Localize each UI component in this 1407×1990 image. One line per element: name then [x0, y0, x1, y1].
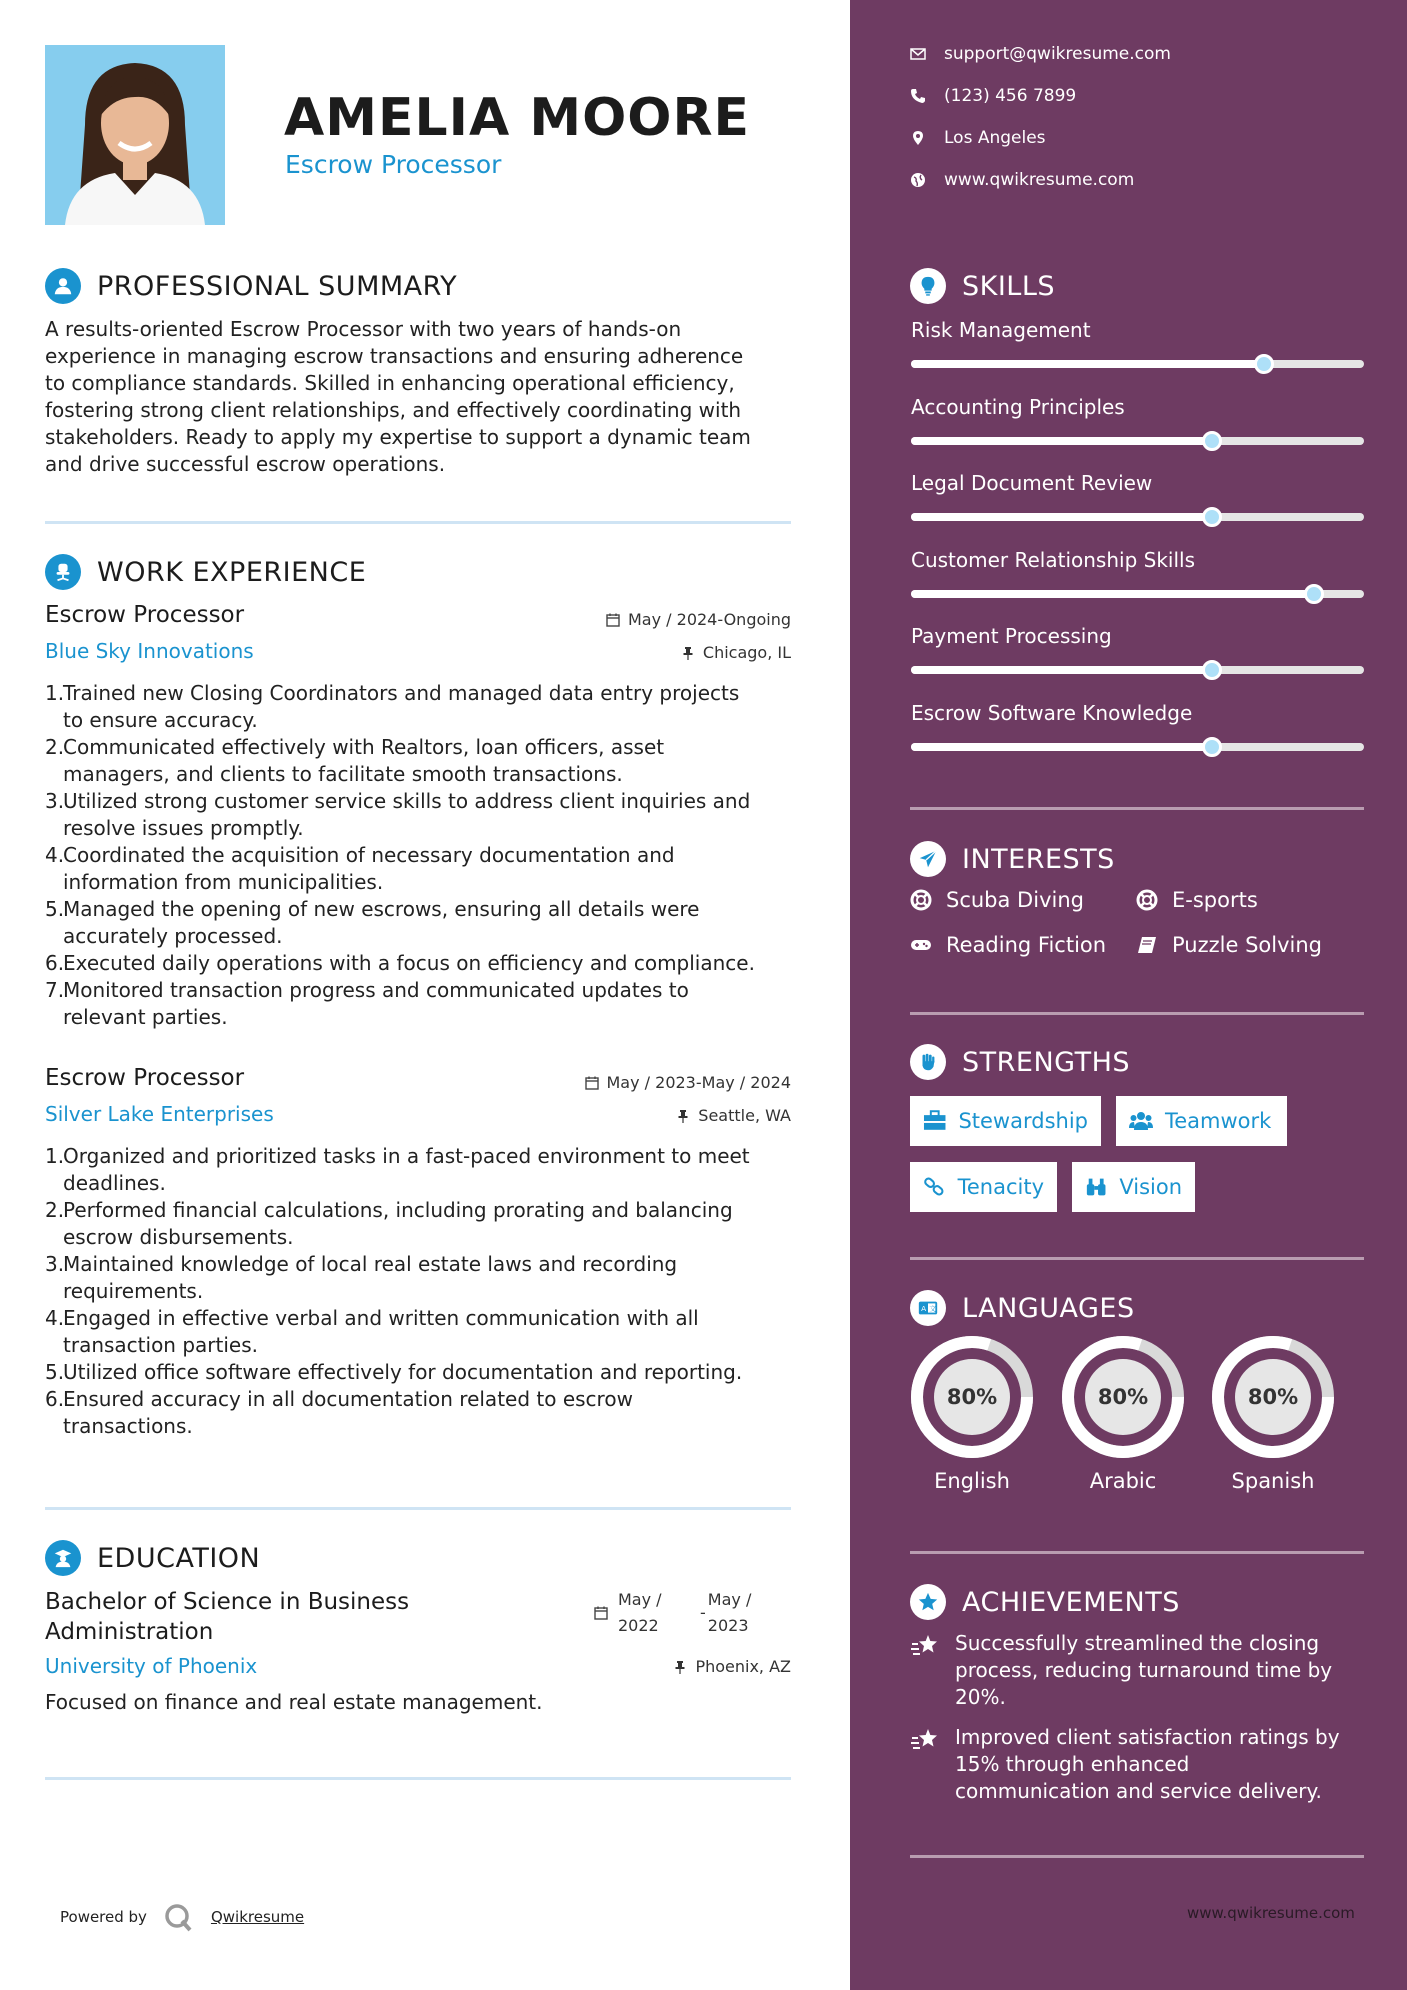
skill-label: Customer Relationship Skills — [911, 547, 1196, 572]
languages-title: LANGUAGES — [962, 1292, 1135, 1324]
list-item: 2. Performed financial calculations, including prorating and balancing — [45, 1198, 733, 1222]
section-divider — [910, 1257, 1364, 1260]
skill-label: Risk Management — [911, 318, 1091, 342]
list-item: managers, and clients to facilitate smooth transactions. — [63, 762, 623, 786]
language-item — [1211, 1335, 1335, 1493]
interest-item: Reading Fiction — [910, 933, 1106, 957]
education-description: Focused on finance and real estate management. — [45, 1690, 543, 1714]
calendar-icon — [585, 1076, 599, 1090]
skill-label: Accounting Principles — [911, 394, 1125, 419]
briefcase-icon — [923, 1110, 946, 1132]
paper-plane-icon — [910, 841, 946, 877]
interests-heading — [910, 841, 1115, 877]
profile-photo — [45, 45, 225, 225]
school-name: University of Phoenix — [45, 1654, 258, 1678]
powered-by-label: Powered by — [60, 1908, 147, 1926]
sidebar — [850, 0, 1407, 1990]
achievement-item — [910, 1724, 1365, 1805]
section-divider — [910, 807, 1364, 810]
list-item: 1. Trained new Closing Coordinators and managed data entry projects — [45, 681, 740, 705]
calendar-icon — [606, 613, 620, 627]
strengths-title: STRENGTHS — [962, 1046, 1131, 1078]
skill-level-fill — [911, 513, 1212, 521]
section-divider — [45, 1507, 791, 1510]
job-location-text: Chicago, IL — [702, 643, 791, 662]
binoculars-icon — [1085, 1176, 1107, 1198]
section-divider — [910, 1551, 1364, 1554]
svg-text:A: A — [921, 1304, 927, 1314]
list-item: 4. Engaged in effective verbal and written communication with all — [45, 1306, 699, 1330]
footer-website[interactable]: www.qwikresume.com — [1187, 1904, 1355, 1922]
map-marker-icon — [910, 130, 926, 146]
skill-label: Payment Processing — [911, 624, 1112, 648]
contact-location: Los Angeles — [910, 128, 1046, 148]
section-divider — [910, 1855, 1364, 1858]
summary-line: fostering strong client relationships, and effectively coordinating with — [45, 398, 742, 422]
globe-icon — [910, 172, 926, 188]
skill-level-knob — [1254, 354, 1274, 374]
skill-level-knob — [1304, 584, 1324, 604]
summary-title: PROFESSIONAL SUMMARY — [97, 270, 458, 302]
job-title: Escrow Processor — [45, 1065, 245, 1091]
list-item: information from municipalities. — [63, 870, 384, 894]
skill-level-fill — [911, 743, 1212, 751]
language-name: Arabic — [1089, 1469, 1157, 1493]
job-dates-text: May / 2024-Ongoing — [628, 610, 791, 629]
pin-icon — [681, 646, 695, 660]
gamepad-icon — [910, 934, 932, 956]
contact-phone[interactable]: (123) 456 7899 — [910, 86, 1076, 106]
achievements-heading — [910, 1584, 1180, 1620]
section-divider — [45, 1777, 791, 1780]
summary-line: stakeholders. Ready to apply my expertise to support a dynamic team — [45, 425, 751, 449]
skills-title: SKILLS — [962, 270, 1056, 302]
office-chair-icon — [45, 554, 81, 590]
skill-level-bar — [911, 590, 1364, 598]
skill-level-bar — [911, 513, 1364, 521]
envelope-icon — [910, 46, 926, 62]
skill-level-fill — [911, 666, 1212, 674]
list-item: 3. Maintained knowledge of local real estate laws and recording — [45, 1252, 678, 1276]
job-location — [676, 1106, 791, 1125]
summary-text — [45, 316, 795, 478]
experience-heading — [45, 554, 366, 590]
skill-level-bar — [911, 743, 1364, 751]
qwikresume-link[interactable]: Qwikresume — [210, 1908, 305, 1926]
list-item: 3. Utilized strong customer service skills to address client inquiries and — [45, 789, 751, 813]
skill-level-bar — [911, 360, 1364, 368]
language-item — [910, 1335, 1034, 1493]
achievement-text: Improved client satisfaction ratings by 15% through enhanced communication and service delivery. — [955, 1725, 1340, 1803]
school-location: Phoenix, AZ — [673, 1657, 791, 1676]
summary-line: and drive successful escrow operations. — [45, 452, 446, 476]
education-title: EDUCATION — [97, 1542, 261, 1574]
section-divider — [910, 1012, 1364, 1015]
strengths-heading — [910, 1044, 1130, 1080]
fist-icon — [910, 1044, 946, 1080]
list-item: requirements. — [63, 1279, 204, 1303]
job-dates-text: May / 2023-May / 2024 — [606, 1073, 791, 1092]
language-percent: 80% — [1097, 1385, 1149, 1409]
skill-level-bar — [911, 666, 1364, 674]
skill-level-knob — [1202, 431, 1222, 451]
achievements-title: ACHIEVEMENTS — [962, 1586, 1180, 1618]
list-item: 1. Organized and prioritized tasks in a fast-paced environment to meet — [45, 1144, 750, 1168]
job-location — [681, 643, 791, 662]
interests-title: INTERESTS — [962, 843, 1115, 875]
strength-chip: Stewardship — [910, 1096, 1101, 1146]
list-item: accurately processed. — [63, 924, 283, 948]
calendar-icon — [594, 1606, 608, 1620]
education-heading — [45, 1540, 260, 1576]
language-percent: 80% — [946, 1385, 998, 1409]
job-location-text: Seattle, WA — [698, 1106, 791, 1125]
skill-level-fill — [911, 360, 1264, 368]
skill-level-bar — [911, 437, 1364, 445]
achievement-item — [910, 1630, 1365, 1711]
contact-email[interactable]: support@qwikresume.com — [910, 44, 1171, 64]
job-dates — [585, 1073, 792, 1092]
book-icon — [1136, 934, 1158, 956]
strength-chip: Tenacity — [910, 1162, 1057, 1212]
summary-heading — [45, 268, 457, 304]
achievement-text: Successfully streamlined the closing process, reducing turnaround time by 20%. — [955, 1631, 1333, 1709]
contact-website[interactable]: www.qwikresume.com — [910, 170, 1134, 190]
languages-heading — [910, 1290, 1135, 1326]
interest-item: Scuba Diving — [910, 888, 1084, 912]
language-name: Spanish — [1231, 1469, 1315, 1493]
skill-label: Legal Document Review — [911, 471, 1153, 495]
list-item: 5. Utilized office software effectively for documentation and reporting. — [45, 1360, 743, 1384]
interest-item: E-sports — [1136, 888, 1258, 912]
pin-icon — [676, 1109, 690, 1123]
job-dates — [606, 610, 791, 629]
start-date: May / 2022 — [618, 1590, 662, 1635]
list-item: transactions. — [63, 1414, 193, 1438]
list-item: 4. Coordinated the acquisition of necessary documentation and — [45, 843, 675, 867]
skill-level-fill — [911, 590, 1314, 598]
lifebuoy-icon — [910, 889, 932, 911]
degree-line: Bachelor of Science in Business — [45, 1589, 410, 1615]
qwikresume-logo-icon — [163, 1902, 193, 1932]
shooting-star-icon — [910, 1726, 940, 1754]
language-percent: 80% — [1247, 1385, 1299, 1409]
skill-label: Escrow Software Knowledge — [911, 700, 1193, 725]
degree-line: Administration — [45, 1619, 214, 1645]
end-date: - May / 2023 — [700, 1590, 752, 1635]
section-divider — [45, 521, 791, 524]
list-item: transaction parties. — [63, 1333, 258, 1357]
translate-icon — [910, 1290, 946, 1326]
company-name: Silver Lake Enterprises — [45, 1102, 274, 1126]
skill-level-knob — [1202, 660, 1222, 680]
phone-icon — [910, 88, 926, 104]
list-item: relevant parties. — [63, 1005, 228, 1029]
list-item: escrow disbursements. — [63, 1225, 294, 1249]
svg-text:文: 文 — [929, 1305, 937, 1314]
summary-line: experience in managing escrow transactions and ensuring adherence — [45, 344, 744, 368]
pin-icon — [673, 1660, 687, 1674]
list-item: resolve issues promptly. — [63, 816, 304, 840]
experience-title: WORK EXPERIENCE — [97, 556, 367, 588]
strength-chip: Teamwork — [1116, 1096, 1287, 1146]
lifebuoy-icon — [1136, 889, 1158, 911]
education-dates — [594, 1587, 751, 1639]
link-icon — [923, 1176, 946, 1198]
candidate-title: Escrow Processor — [285, 150, 502, 179]
job-duties-list — [45, 1143, 805, 1440]
summary-line: A results-oriented Escrow Processor with two years of hands-on — [45, 317, 682, 341]
skill-level-knob — [1202, 737, 1222, 757]
skills-heading — [910, 268, 1055, 304]
company-name: Blue Sky Innovations — [45, 639, 254, 663]
job-title: Escrow Processor — [45, 602, 245, 628]
list-item: 6. Executed daily operations with a focus on efficiency and compliance. — [45, 951, 755, 975]
powered-by — [60, 1902, 304, 1932]
summary-line: to compliance standards. Skilled in enhancing operational efficiency, — [45, 371, 735, 395]
list-item: 6. Ensured accuracy in all documentation related to escrow — [45, 1387, 633, 1411]
list-item: to ensure accuracy. — [63, 708, 258, 732]
degree-name — [45, 1587, 495, 1647]
candidate-name: AMELIA MOORE — [284, 88, 751, 148]
language-item — [1061, 1335, 1185, 1493]
star-icon — [910, 1584, 946, 1620]
lightbulb-icon — [910, 268, 946, 304]
list-item: 5. Managed the opening of new escrows, ensuring all details were — [45, 897, 700, 921]
list-item: deadlines. — [63, 1171, 166, 1195]
user-icon — [45, 268, 81, 304]
users-icon — [1129, 1110, 1153, 1132]
language-name: English — [934, 1469, 1010, 1493]
interest-item: Puzzle Solving — [1136, 933, 1322, 957]
strength-chip: Vision — [1072, 1162, 1195, 1212]
graduate-icon — [45, 1540, 81, 1576]
skill-level-knob — [1202, 507, 1222, 527]
shooting-star-icon — [910, 1632, 940, 1660]
list-item: 2. Communicated effectively with Realtors, loan officers, asset — [45, 735, 665, 759]
job-duties-list — [45, 680, 805, 1031]
skill-level-fill — [911, 437, 1212, 445]
list-item: 7. Monitored transaction progress and communicated updates to — [45, 978, 689, 1002]
